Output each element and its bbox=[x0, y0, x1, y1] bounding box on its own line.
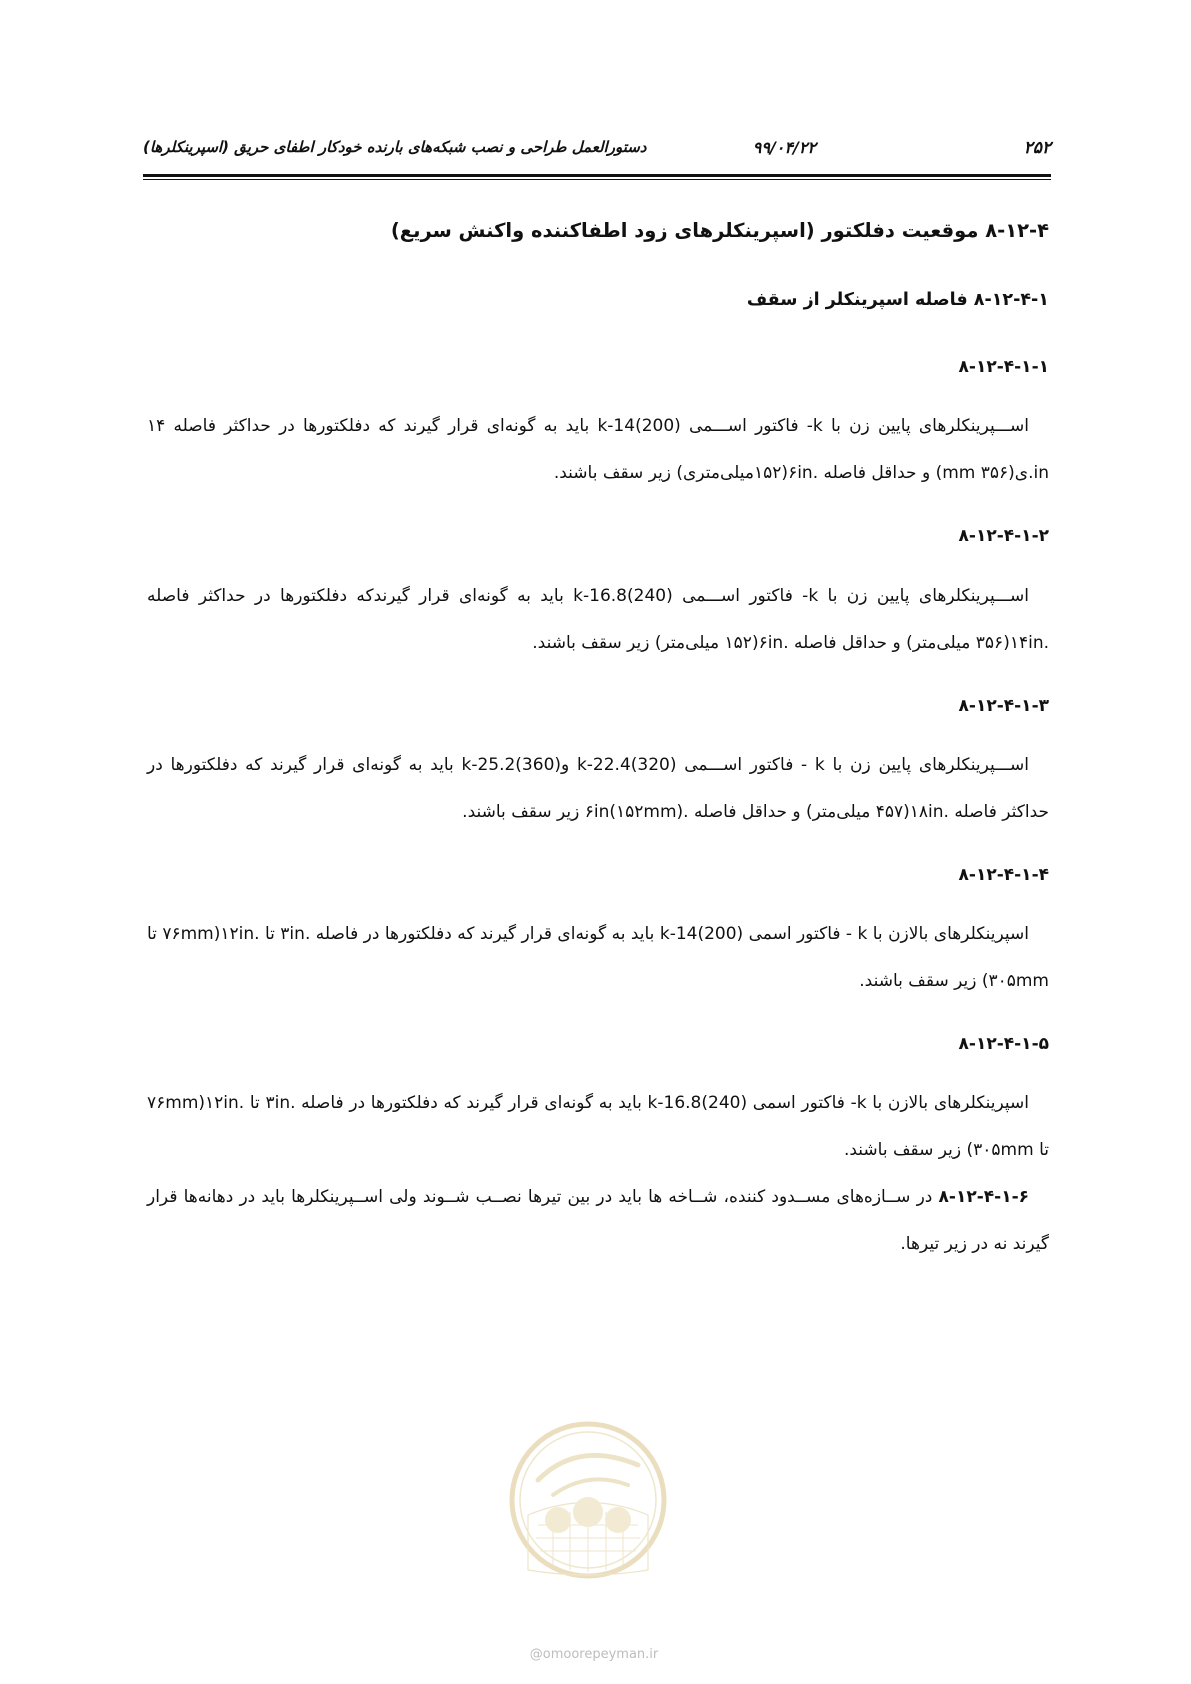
clause-text: اســـپرینکلرهای پایین زن با k- فاکتور اســـمی k-14(200) باید به گونه‌ای قرار گیرند که دفلکتورها در حداکثر فاصله ۱۴ in.ی(۳۵۶ mm) و حداقل فاصله .۶in(۱۵۲میلی‌متری) زیر سقف باشند. bbox=[147, 416, 1049, 484]
header-rule-thick bbox=[143, 174, 1051, 177]
header-rule-thin bbox=[143, 179, 1051, 180]
final-clause-number: ۸-۱۲-۴-۱-۶ bbox=[938, 1187, 1030, 1208]
page-number: ۲۵۲ bbox=[1023, 138, 1051, 158]
clause-number: ۸-۱۲-۴-۱-۴ bbox=[958, 864, 1049, 885]
subsection-heading: ۸-۱۲-۴-۱ فاصله اسپرینکلر از سقف bbox=[746, 290, 1049, 311]
final-clause bbox=[147, 1174, 1049, 1268]
website-watermark: @omoorepeyman.ir bbox=[529, 1647, 659, 1662]
clause-text: اسپرینکلرهای بالازن با k- فاکتور اسمی k-16.8(240) باید به گونه‌ای قرار گیرند که دفلکتورها در فاصله .۳in تا .۱۲in(۷۶mm تا ۳۰۵mm) زیر سقف باشند. bbox=[147, 1093, 1049, 1161]
clause-number: ۸-۱۲-۴-۱-۳ bbox=[958, 695, 1049, 716]
clause-number: ۸-۱۲-۴-۱-۲ bbox=[958, 526, 1049, 547]
header-date: ۹۹/۰۴/۲۲ bbox=[752, 138, 816, 157]
page-header bbox=[143, 130, 1051, 170]
clause-text: اسپرینکلرهای بالازن با k - فاکتور اسمی k-14(200) باید به گونه‌ای قرار گیرند که دفلکتورها در فاصله .۳in تا .۱۲in(۷۶mm تا ۳۰۵mm) زیر سقف باشند. bbox=[147, 923, 1049, 991]
clause-text: اســـپرینکلرهای پایین زن با k- فاکتور اســـمی k-16.8(240) باید به گونه‌ای قرار گیرندکه دفلکتورها در حداکثر فاصله .۱۴in(۳۵۶ میلی‌متر) و حداقل فاصله .۶in(۱۵۲ میلی‌متر) زیر سقف باشند. bbox=[147, 585, 1049, 653]
clause-text: اســـپرینکلرهای پایین زن با k - فاکتور اســـمی k-22.4(320) وk-25.2(360) باید به گونه‌ای قرار گیرند که دفلکتورها در حداکثر فاصله .۱۸in(۴۵۷ میلی‌متر) و حداقل فاصله .۶in(۱۵۲mm) زیر سقف باشند. bbox=[147, 754, 1049, 822]
section-heading: ۸-۱۲-۴ موقعیت دفلکتور (اسپرینکلرهای زود اطفاکننده واکنش سریع) bbox=[390, 219, 1049, 242]
final-clause-text: در ســازه‌های مســدود کننده، شــاخه ها باید در بین تیرها نصــب شــوند ولی اســپرینکلرها باید در دهانه‌ها قرار گیرند نه در زیر تیرها. bbox=[147, 1187, 1049, 1255]
seal-logo bbox=[508, 1420, 668, 1580]
clause-number: ۸-۱۲-۴-۱-۵ bbox=[958, 1033, 1049, 1054]
header-title: دستورالعمل طراحی و نصب شبکه‌های بارنده خودکار اطفای حریق (اسپرینکلرها) bbox=[143, 138, 647, 156]
clause-number: ۸-۱۲-۴-۱-۱ bbox=[958, 357, 1049, 378]
document-body bbox=[147, 205, 1049, 1294]
